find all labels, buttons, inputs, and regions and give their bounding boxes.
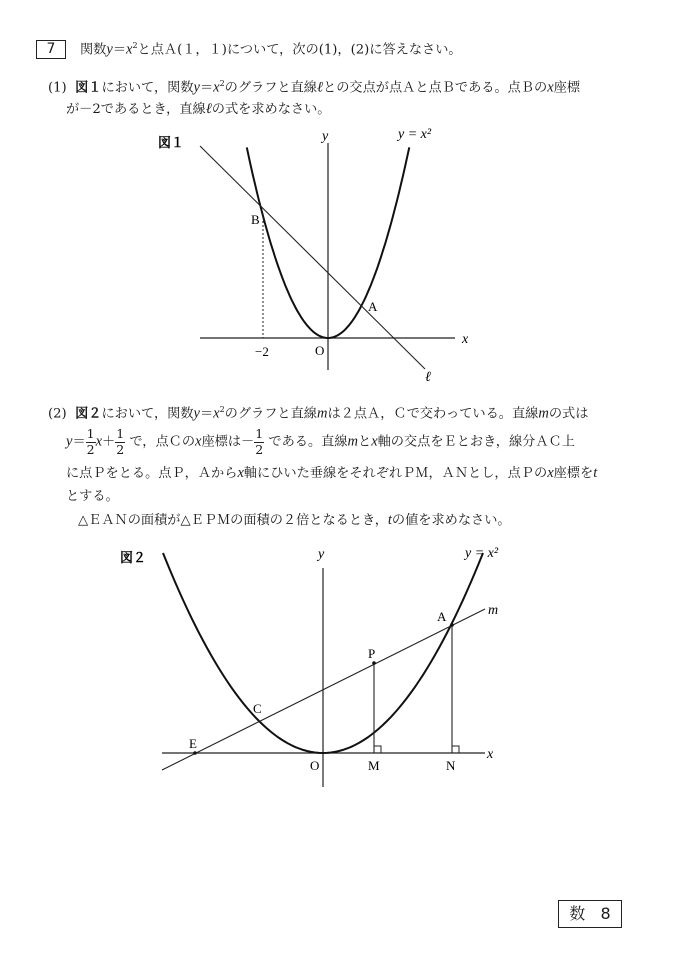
numerator: 1: [255, 426, 264, 441]
curve-label: y = x²: [465, 546, 499, 561]
x-label: x: [487, 747, 494, 762]
denominator: 2: [86, 441, 95, 457]
numerator: 1: [116, 426, 125, 441]
var-x: x: [195, 433, 202, 450]
part2-line4: とする。: [66, 489, 119, 504]
text: と: [358, 434, 372, 450]
subject-label: 数: [569, 904, 586, 923]
var-x: x: [371, 433, 378, 450]
point-a-label: A: [437, 609, 447, 624]
tick-label: −2: [255, 344, 269, 359]
curve-label: y = x²: [398, 127, 432, 142]
figure1-title: 図１: [158, 136, 185, 151]
var-m: m: [347, 433, 358, 450]
figure2: [0, 540, 680, 800]
exponent: 2: [219, 79, 225, 88]
fraction: [254, 428, 264, 456]
intro-text: 関数: [80, 42, 107, 58]
text: 軸の交点をＥとおき，線分ＡＣ上: [377, 434, 575, 450]
point-p-label: P: [368, 646, 376, 661]
var-t: t: [593, 465, 598, 481]
exponent: 2: [132, 41, 138, 50]
page-number: 8: [600, 904, 611, 923]
intro-text: と点Ａ(１，１)について，次の(1)，(2)に答えなさい。: [137, 42, 462, 58]
origin-label: O: [315, 343, 325, 358]
part2-line2: [66, 428, 575, 456]
point-a-label: A: [368, 299, 378, 314]
y-label: y: [318, 547, 325, 562]
var-m: m: [538, 405, 549, 422]
var-x: x: [126, 41, 133, 58]
denominator: 2: [116, 441, 125, 457]
equals: ＝: [72, 434, 86, 450]
part2-question: [78, 513, 511, 528]
point-p: [372, 661, 376, 665]
text: 座標: [553, 80, 581, 96]
point-e: [193, 751, 197, 755]
x-label: x: [462, 332, 469, 347]
equals: ＝: [112, 42, 126, 58]
text: において，関数: [101, 80, 194, 96]
origin-label: O: [310, 758, 320, 773]
part2-label: (2): [48, 406, 67, 422]
text: の式は: [548, 406, 589, 422]
part2-line3: [66, 466, 597, 481]
line-m-label: m: [488, 603, 499, 618]
var-y: y: [193, 79, 200, 96]
line-l: [200, 146, 425, 369]
n-foot-label: N: [446, 758, 456, 773]
exponent: 2: [219, 405, 225, 414]
text: の値を求めなさい。: [391, 513, 511, 528]
text: に点Ｐをとる。点Ｐ，Ａから: [66, 466, 238, 481]
text: のグラフと直線: [224, 80, 317, 96]
var-l: ℓ: [316, 79, 324, 96]
var-x: x: [547, 465, 554, 481]
fraction: [115, 428, 125, 456]
point-c-label: C: [253, 701, 262, 716]
line-l-label: ℓ: [425, 370, 431, 385]
problem-number: 7: [36, 40, 66, 59]
numerator: 1: [86, 426, 95, 441]
text: で，点Ｃの: [129, 434, 196, 450]
var-x: x: [95, 433, 103, 450]
fraction: [86, 428, 96, 456]
text: △ＥＡＮの面積が△ＥＰＭの面積の２倍となるとき，: [78, 513, 388, 528]
text: 軸にひいた垂線をそれぞれＰＭ，ＡＮとし，点Ｐの: [243, 466, 548, 481]
m-foot-label: M: [368, 758, 380, 773]
var-x: x: [547, 79, 554, 96]
right-angle-m: [374, 746, 381, 753]
text: である。直線: [268, 434, 348, 450]
point-a: [450, 623, 454, 627]
text: が－2であるとき，直線: [66, 102, 206, 117]
equals: ＝: [199, 80, 214, 96]
figure2-ref: 図２: [75, 406, 102, 422]
var-y: y: [193, 405, 200, 422]
figure1: [0, 0, 680, 400]
text: のグラフと直線: [224, 406, 317, 422]
text: との交点が点Ａと点Ｂである。点Ｂの: [323, 80, 548, 96]
text: において，関数: [101, 406, 194, 422]
plus: ＋: [102, 434, 116, 450]
text: は２点Ａ，Ｃで交わっている。直線: [327, 406, 539, 422]
var-y: y: [106, 41, 113, 58]
denominator: 2: [255, 441, 264, 457]
figure2-title: 図２: [120, 551, 147, 566]
y-label: y: [322, 129, 329, 144]
var-x: x: [213, 79, 220, 96]
text: の式を求めなさい。: [211, 102, 331, 117]
equals: ＝: [199, 406, 214, 422]
point-e-label: E: [189, 736, 197, 751]
var-y: y: [66, 433, 73, 450]
var-m: m: [316, 405, 328, 422]
page-number-box: [558, 900, 622, 928]
var-x: x: [237, 465, 244, 481]
right-angle-n: [452, 746, 459, 753]
part2-line1: [48, 406, 588, 421]
text: 座標は－: [201, 434, 255, 450]
var-t: t: [387, 512, 392, 528]
part1-label: (1): [48, 80, 67, 96]
figure1-ref: 図１: [75, 80, 102, 96]
var-l: ℓ: [205, 101, 212, 117]
text: 座標を: [553, 466, 594, 481]
var-x: x: [213, 405, 220, 422]
point-b-label: B: [251, 212, 260, 227]
